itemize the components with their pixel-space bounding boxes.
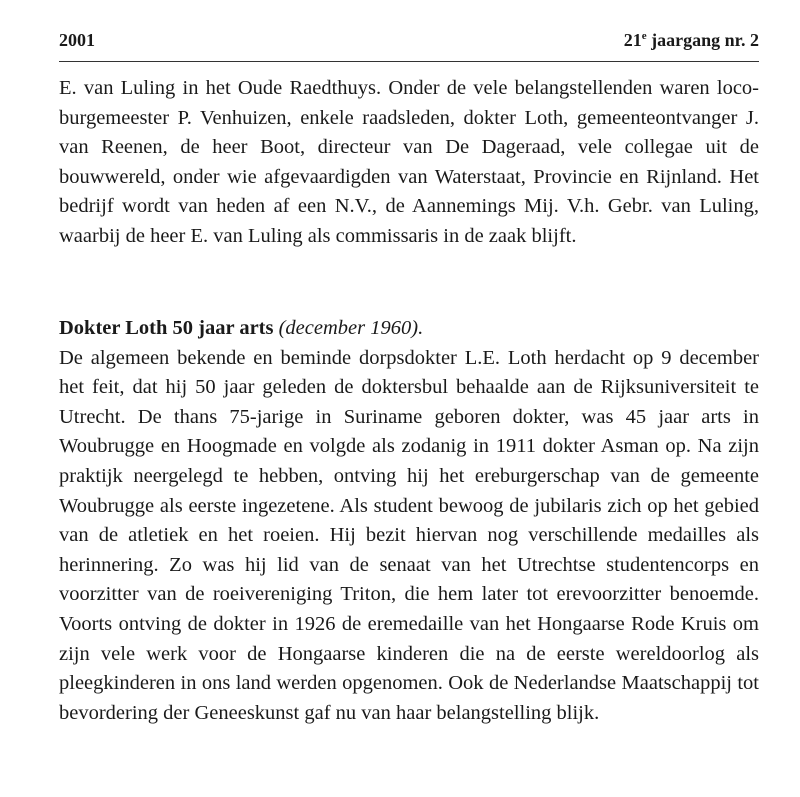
header-year: 2001: [59, 30, 95, 50]
volume-text: jaargang nr. 2: [646, 30, 759, 50]
volume-suffix: e: [641, 30, 647, 42]
article-loth: [59, 314, 759, 728]
header-volume: [624, 30, 759, 51]
header-divider: [59, 61, 759, 62]
volume-number: 21: [623, 30, 642, 50]
page-header: [59, 30, 759, 56]
article-date: (december 1960).: [278, 317, 424, 339]
article-heading: [59, 314, 759, 344]
article-title: Dokter Loth 50 jaar arts: [59, 317, 274, 339]
continued-article: [59, 74, 759, 252]
article-body: De algemeen bekende en beminde dorpsdokter L.E. Loth herdacht op 9 december het feit, dat hij 50 jaar geleden de doktersbul behaalde aan de Rijksuniversiteit te Utrecht. De thans 75-jarige in Suriname geboren dokter, was 45 jaar arts in Woubrugge en Hoogmade en volgde als zodanig in 1911 dokter Asman op. Na zijn praktijk neergelegd te hebben, ontving hij het ereburgerschap van de gemeente Woubrugge als eerste ingezetene. Als student bewoog de jubilaris zich op het gebied van de atletiek en het roeien. Hij bezit hiervan nog verschillende medailles als herinnering. Zo was hij lid van de senaat van het Utrechtse studentencorps en voorzitter van de roeivereniging Triton, die hem later tot erevoorzitter benoemde. Voorts ontving de dokter in 1926 de eremedaille van het Hongaarse Rode Kruis om zijn vele werk voor de Hongaarse kinderen die na de eerste wereldoorlog als pleegkinderen in ons land werden opgenomen. Ook de Nederlandse Maatschappij tot bevordering der Geneeskunst gaf nu van haar belangstelling blijk.: [59, 346, 759, 724]
paragraph: E. van Luling in het Oude Raedthuys. Onder de vele belangstellenden waren loco-burgemeester P. Venhuizen, enkele raadsleden, dokter Loth, gemeenteontvanger J. van Reenen, de heer Boot, directeur van De Dageraad, vele collegae uit de bouwwereld, onder wie afgevaardigden van Waterstaat, Provincie en Rijnland. Het bedrijf wordt van heden af een N.V., de Aannemings Mij. V.h. Gebr. van Luling, waarbij de heer E. van Luling als commissaris in de zaak blijft.: [59, 77, 759, 247]
